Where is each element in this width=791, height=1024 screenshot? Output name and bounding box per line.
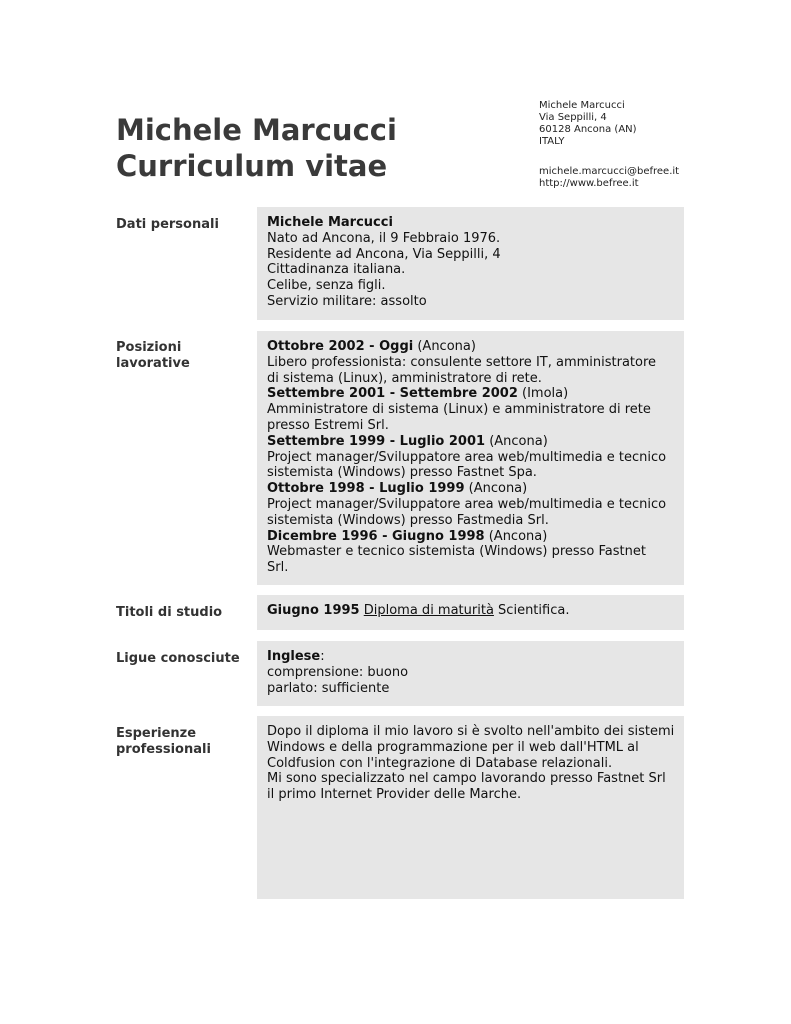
job-desc: Srl.	[267, 560, 289, 576]
job-desc: sistemista (Windows) presso Fastmedia Srl.	[267, 512, 549, 528]
contact-website[interactable]: http://www.befree.it	[539, 178, 639, 189]
job-desc: Amministratore di sistema (Linux) e amministratore di rete	[267, 402, 651, 418]
job-desc: sistemista (Windows) presso Fastnet Spa.	[267, 465, 537, 481]
cv-subtitle: Curriculum vitae	[116, 149, 388, 183]
experience-line: Dopo il diploma il mio lavoro si è svolto nell'ambito dei sistemi	[267, 724, 675, 739]
personal-line: Nato ad Ancona, il 9 Febbraio 1976.	[267, 230, 501, 246]
page-title	[116, 112, 397, 184]
section-positions	[257, 331, 684, 585]
section-label-positions: Posizioni lavorative	[116, 340, 190, 371]
contact-block	[539, 100, 679, 190]
job-desc: Project manager/Sviluppatore area web/multimedia e tecnico	[267, 496, 667, 512]
experience-line: Windows e della programmazione per il web dall'HTML al	[267, 739, 639, 755]
personal-name: Michele Marcucci	[267, 215, 393, 230]
education-entry: Giugno 1995 Diploma di maturità Scientifica.	[267, 603, 570, 618]
job-desc: Libero professionista: consulente settore IT, amministratore	[267, 354, 657, 370]
job-title: Settembre 1999 - Luglio 2001 (Ancona)	[267, 433, 548, 449]
section-education	[257, 595, 684, 630]
section-label-education: Titoli di studio	[116, 605, 223, 620]
job-title: Ottobre 2002 - Oggi (Ancona)	[267, 339, 476, 354]
cv-name: Michele Marcucci	[116, 113, 397, 147]
language-spoken: parlato: sufficiente	[267, 680, 390, 696]
section-label-experience: Esperienze professionali	[116, 726, 211, 757]
experience-line: Coldfusion con l'integrazione di Database relazionali.	[267, 755, 613, 771]
personal-line: Servizio militare: assolto	[267, 293, 427, 309]
personal-line: Cittadinanza italiana.	[267, 262, 406, 278]
contact-city: 60128 Ancona (AN)	[539, 124, 637, 135]
section-experience	[257, 716, 684, 899]
contact-address: Via Seppilli, 4	[539, 112, 607, 123]
section-languages	[257, 641, 684, 706]
personal-line: Celibe, senza figli.	[267, 278, 386, 294]
job-desc: Webmaster e tecnico sistemista (Windows) presso Fastnet	[267, 544, 646, 560]
language-name: Inglese:	[267, 649, 325, 664]
language-comprehension: comprensione: buono	[267, 664, 409, 680]
job-title: Ottobre 1998 - Luglio 1999 (Ancona)	[267, 481, 528, 497]
job-desc: presso Estremi Srl.	[267, 417, 389, 433]
contact-email[interactable]: michele.marcucci@befree.it	[539, 166, 680, 177]
job-title: Dicembre 1996 - Giugno 1998 (Ancona)	[267, 528, 548, 544]
contact-name: Michele Marcucci	[539, 100, 625, 111]
section-label-languages: Ligue conosciute	[116, 651, 240, 666]
experience-line: Mi sono specializzato nel campo lavorando presso Fastnet Srl	[267, 771, 666, 787]
diploma-link[interactable]: Diploma di maturità	[363, 603, 494, 618]
section-personal	[257, 207, 684, 320]
experience-line: il primo Internet Provider delle Marche.	[267, 787, 522, 803]
spacer	[539, 148, 679, 166]
job-title: Settembre 2001 - Settembre 2002 (Imola)	[267, 386, 569, 402]
job-desc: di sistema (Linux), amministratore di rete.	[267, 370, 542, 386]
section-label-personal: Dati personali	[116, 217, 219, 232]
personal-line: Residente ad Ancona, Via Seppilli, 4	[267, 246, 501, 262]
job-desc: Project manager/Sviluppatore area web/multimedia e tecnico	[267, 449, 667, 465]
contact-country: ITALY	[539, 136, 565, 147]
